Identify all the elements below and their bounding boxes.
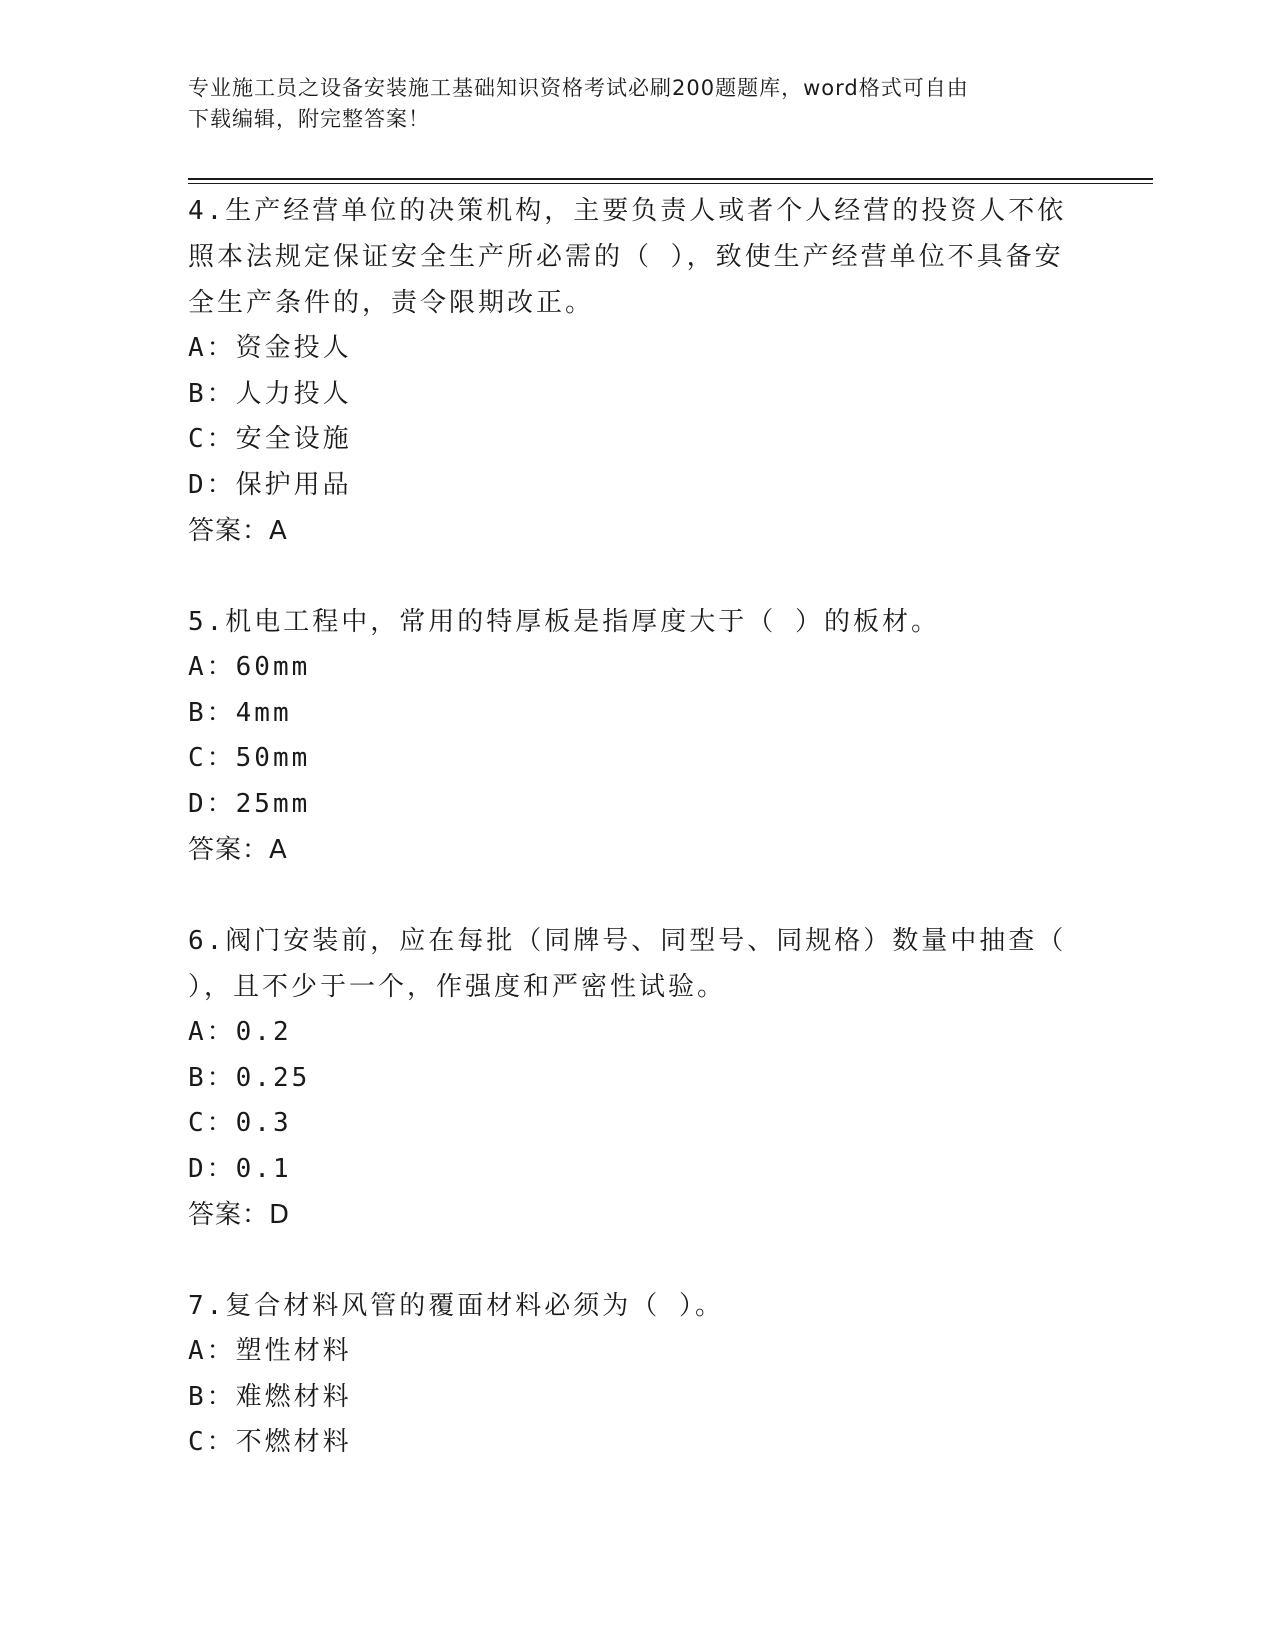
question-item (188, 918, 1088, 1238)
option-c: C：不燃材料 (188, 1427, 352, 1457)
question-stem: 6.阀门安装前，应在每批（同牌号、同型号、同规格）数量中抽查（ ），且不少于一个，作强度和严密性试验。 (188, 926, 1067, 1002)
header-divider-thick (188, 178, 1153, 180)
option-b: B：0.25 (188, 1062, 311, 1093)
option-b: B：4mm (188, 697, 292, 728)
option-d: D：0.1 (188, 1153, 292, 1184)
question-item (188, 599, 1088, 873)
option-c: C：安全设施 (188, 424, 352, 454)
option-a: A：塑性材料 (188, 1336, 352, 1366)
option-b: B：人力投人 (188, 378, 352, 409)
question-item (188, 1283, 1088, 1466)
option-a: A：资金投人 (188, 333, 352, 363)
option-c: C：0.3 (188, 1108, 292, 1138)
option-d: D：25mm (188, 788, 311, 819)
header-title-line-2: 下载编辑，附完整答案！ (188, 107, 430, 131)
option-d: D：保护用品 (188, 469, 352, 500)
header-divider-thin (188, 183, 1153, 184)
option-c: C：50mm (188, 743, 311, 773)
header-title-line-1: 专业施工员之设备安装施工基础知识资格考试必刷200题题库，word格式可自由 (188, 76, 969, 100)
option-a: A：60mm (188, 652, 311, 682)
question-list (188, 188, 1088, 1511)
question-item (188, 188, 1088, 554)
answer-line: 答案：A (188, 516, 288, 546)
answer-line: 答案：A (188, 835, 288, 865)
question-stem: 5.机电工程中，常用的特厚板是指厚度大于（ ）的板材。 (188, 607, 940, 637)
question-stem: 4.生产经营单位的决策机构，主要负责人或者个人经营的投资人不依照本法规定保证安全生产所必需的（ ），致使生产经营单位不具备安全生产条件的，责令限期改正。 (188, 196, 1067, 318)
question-stem: 7.复合材料风管的覆面材料必须为（ ）。 (188, 1291, 724, 1321)
document-header (188, 73, 1068, 135)
option-a: A：0.2 (188, 1017, 292, 1047)
option-b: B：难燃材料 (188, 1381, 352, 1412)
answer-line: 答案：D (188, 1200, 291, 1230)
